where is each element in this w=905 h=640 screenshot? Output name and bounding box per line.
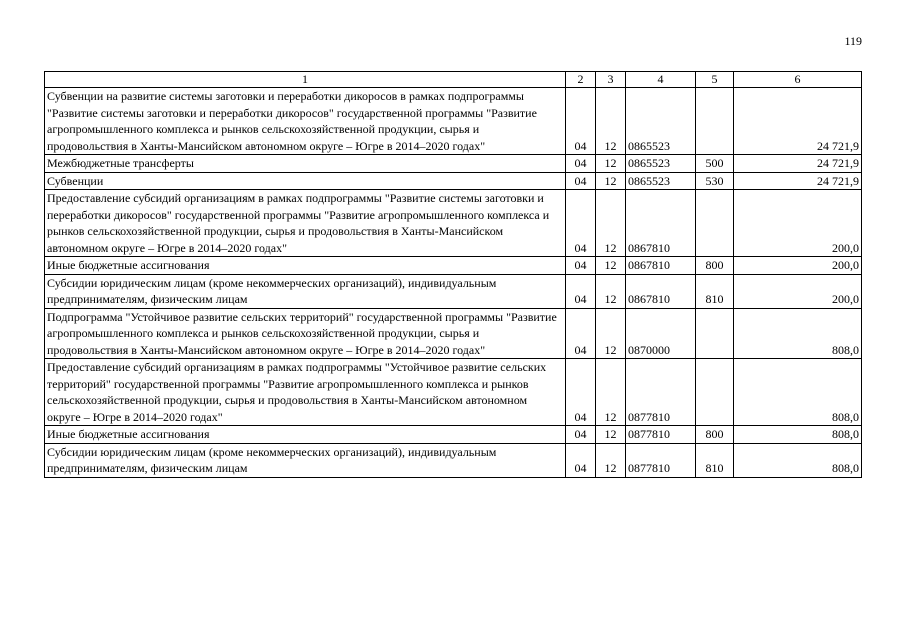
row-expense-type: 810 bbox=[696, 274, 734, 308]
row-subsection: 12 bbox=[596, 443, 626, 477]
header-col-5: 5 bbox=[696, 72, 734, 88]
header-col-4: 4 bbox=[626, 72, 696, 88]
row-section: 04 bbox=[566, 274, 596, 308]
header-col-3: 3 bbox=[596, 72, 626, 88]
row-description: Субвенции bbox=[45, 172, 566, 190]
table-row bbox=[45, 274, 862, 308]
row-description: Субвенции на развитие системы заготовки и переработки дикоросов в рамках подпрограммы "Развитие системы заготовки и переработки дикоросов" государственной программы "Развитие агропромышленного комплекса и рынков сельскохозяйственной продукции, сырья и продовольствия в Ханты-Мансийском автономном округе – Югре в 2014–2020 годах" bbox=[45, 88, 566, 155]
row-description: Предоставление субсидий организациям в рамках подпрограммы "Устойчивое развитие сельских территорий" государственной программы "Развитие агропромышленного комплекса и рынков сельскохозяйственной продукции, сырья и продовольствия в Ханты-Мансийском автономном округе – Югре в 2014–2020 годах" bbox=[45, 359, 566, 426]
table-row bbox=[45, 426, 862, 444]
row-amount: 200,0 bbox=[734, 257, 862, 275]
row-amount: 200,0 bbox=[734, 274, 862, 308]
row-target-code: 0867810 bbox=[626, 274, 696, 308]
row-amount: 808,0 bbox=[734, 443, 862, 477]
row-subsection: 12 bbox=[596, 426, 626, 444]
row-expense-type: 500 bbox=[696, 155, 734, 173]
row-target-code: 0877810 bbox=[626, 359, 696, 426]
row-amount: 24 721,9 bbox=[734, 172, 862, 190]
table-row bbox=[45, 190, 862, 257]
row-description: Субсидии юридическим лицам (кроме некоммерческих организаций), индивидуальным предпринимателям, физическим лицам bbox=[45, 443, 566, 477]
row-section: 04 bbox=[566, 88, 596, 155]
row-target-code: 0865523 bbox=[626, 88, 696, 155]
row-expense-type: 530 bbox=[696, 172, 734, 190]
row-subsection: 12 bbox=[596, 308, 626, 359]
row-target-code: 0865523 bbox=[626, 155, 696, 173]
row-amount: 808,0 bbox=[734, 359, 862, 426]
header-col-2: 2 bbox=[566, 72, 596, 88]
row-section: 04 bbox=[566, 308, 596, 359]
row-description: Субсидии юридическим лицам (кроме некоммерческих организаций), индивидуальным предпринимателям, физическим лицам bbox=[45, 274, 566, 308]
row-description: Иные бюджетные ассигнования bbox=[45, 257, 566, 275]
budget-table bbox=[44, 71, 862, 478]
row-subsection: 12 bbox=[596, 172, 626, 190]
table-row bbox=[45, 257, 862, 275]
row-subsection: 12 bbox=[596, 257, 626, 275]
row-target-code: 0865523 bbox=[626, 172, 696, 190]
row-section: 04 bbox=[566, 443, 596, 477]
row-section: 04 bbox=[566, 426, 596, 444]
header-col-6: 6 bbox=[734, 72, 862, 88]
table-row bbox=[45, 88, 862, 155]
row-subsection: 12 bbox=[596, 155, 626, 173]
row-amount: 24 721,9 bbox=[734, 88, 862, 155]
row-expense-type: 800 bbox=[696, 426, 734, 444]
row-amount: 24 721,9 bbox=[734, 155, 862, 173]
row-expense-type: 800 bbox=[696, 257, 734, 275]
row-target-code: 0870000 bbox=[626, 308, 696, 359]
row-description: Межбюджетные трансферты bbox=[45, 155, 566, 173]
row-expense-type bbox=[696, 359, 734, 426]
row-section: 04 bbox=[566, 172, 596, 190]
row-amount: 808,0 bbox=[734, 426, 862, 444]
row-target-code: 0877810 bbox=[626, 443, 696, 477]
table-row bbox=[45, 308, 862, 359]
row-subsection: 12 bbox=[596, 88, 626, 155]
row-description: Предоставление субсидий организациям в рамках подпрограммы "Развитие системы заготовки и переработки дикоросов" государственной программы "Развитие агропромышленного комплекса и рынков сельскохозяйственной продукции, сырья и продовольствия в Ханты-Мансийском автономном округе – Югре в 2014–2020 годах" bbox=[45, 190, 566, 257]
row-description: Подпрограмма "Устойчивое развитие сельских территорий" государственной программы "Развитие агропромышленного комплекса и рынков сельскохозяйственной продукции, сырья и продовольствия в Ханты-Мансийском автономном округе – Югре в 2014–2020 годах" bbox=[45, 308, 566, 359]
row-section: 04 bbox=[566, 190, 596, 257]
row-section: 04 bbox=[566, 257, 596, 275]
table-row bbox=[45, 359, 862, 426]
table-row bbox=[45, 172, 862, 190]
row-expense-type bbox=[696, 190, 734, 257]
table-row bbox=[45, 155, 862, 173]
row-target-code: 0867810 bbox=[626, 190, 696, 257]
row-amount: 808,0 bbox=[734, 308, 862, 359]
row-target-code: 0877810 bbox=[626, 426, 696, 444]
row-expense-type bbox=[696, 308, 734, 359]
row-section: 04 bbox=[566, 359, 596, 426]
row-subsection: 12 bbox=[596, 274, 626, 308]
row-expense-type bbox=[696, 88, 734, 155]
header-col-1: 1 bbox=[45, 72, 566, 88]
table-row bbox=[45, 443, 862, 477]
row-section: 04 bbox=[566, 155, 596, 173]
page-number: 119 bbox=[844, 34, 862, 48]
row-subsection: 12 bbox=[596, 359, 626, 426]
row-target-code: 0867810 bbox=[626, 257, 696, 275]
row-subsection: 12 bbox=[596, 190, 626, 257]
row-expense-type: 810 bbox=[696, 443, 734, 477]
row-amount: 200,0 bbox=[734, 190, 862, 257]
header-row bbox=[45, 72, 862, 88]
row-description: Иные бюджетные ассигнования bbox=[45, 426, 566, 444]
